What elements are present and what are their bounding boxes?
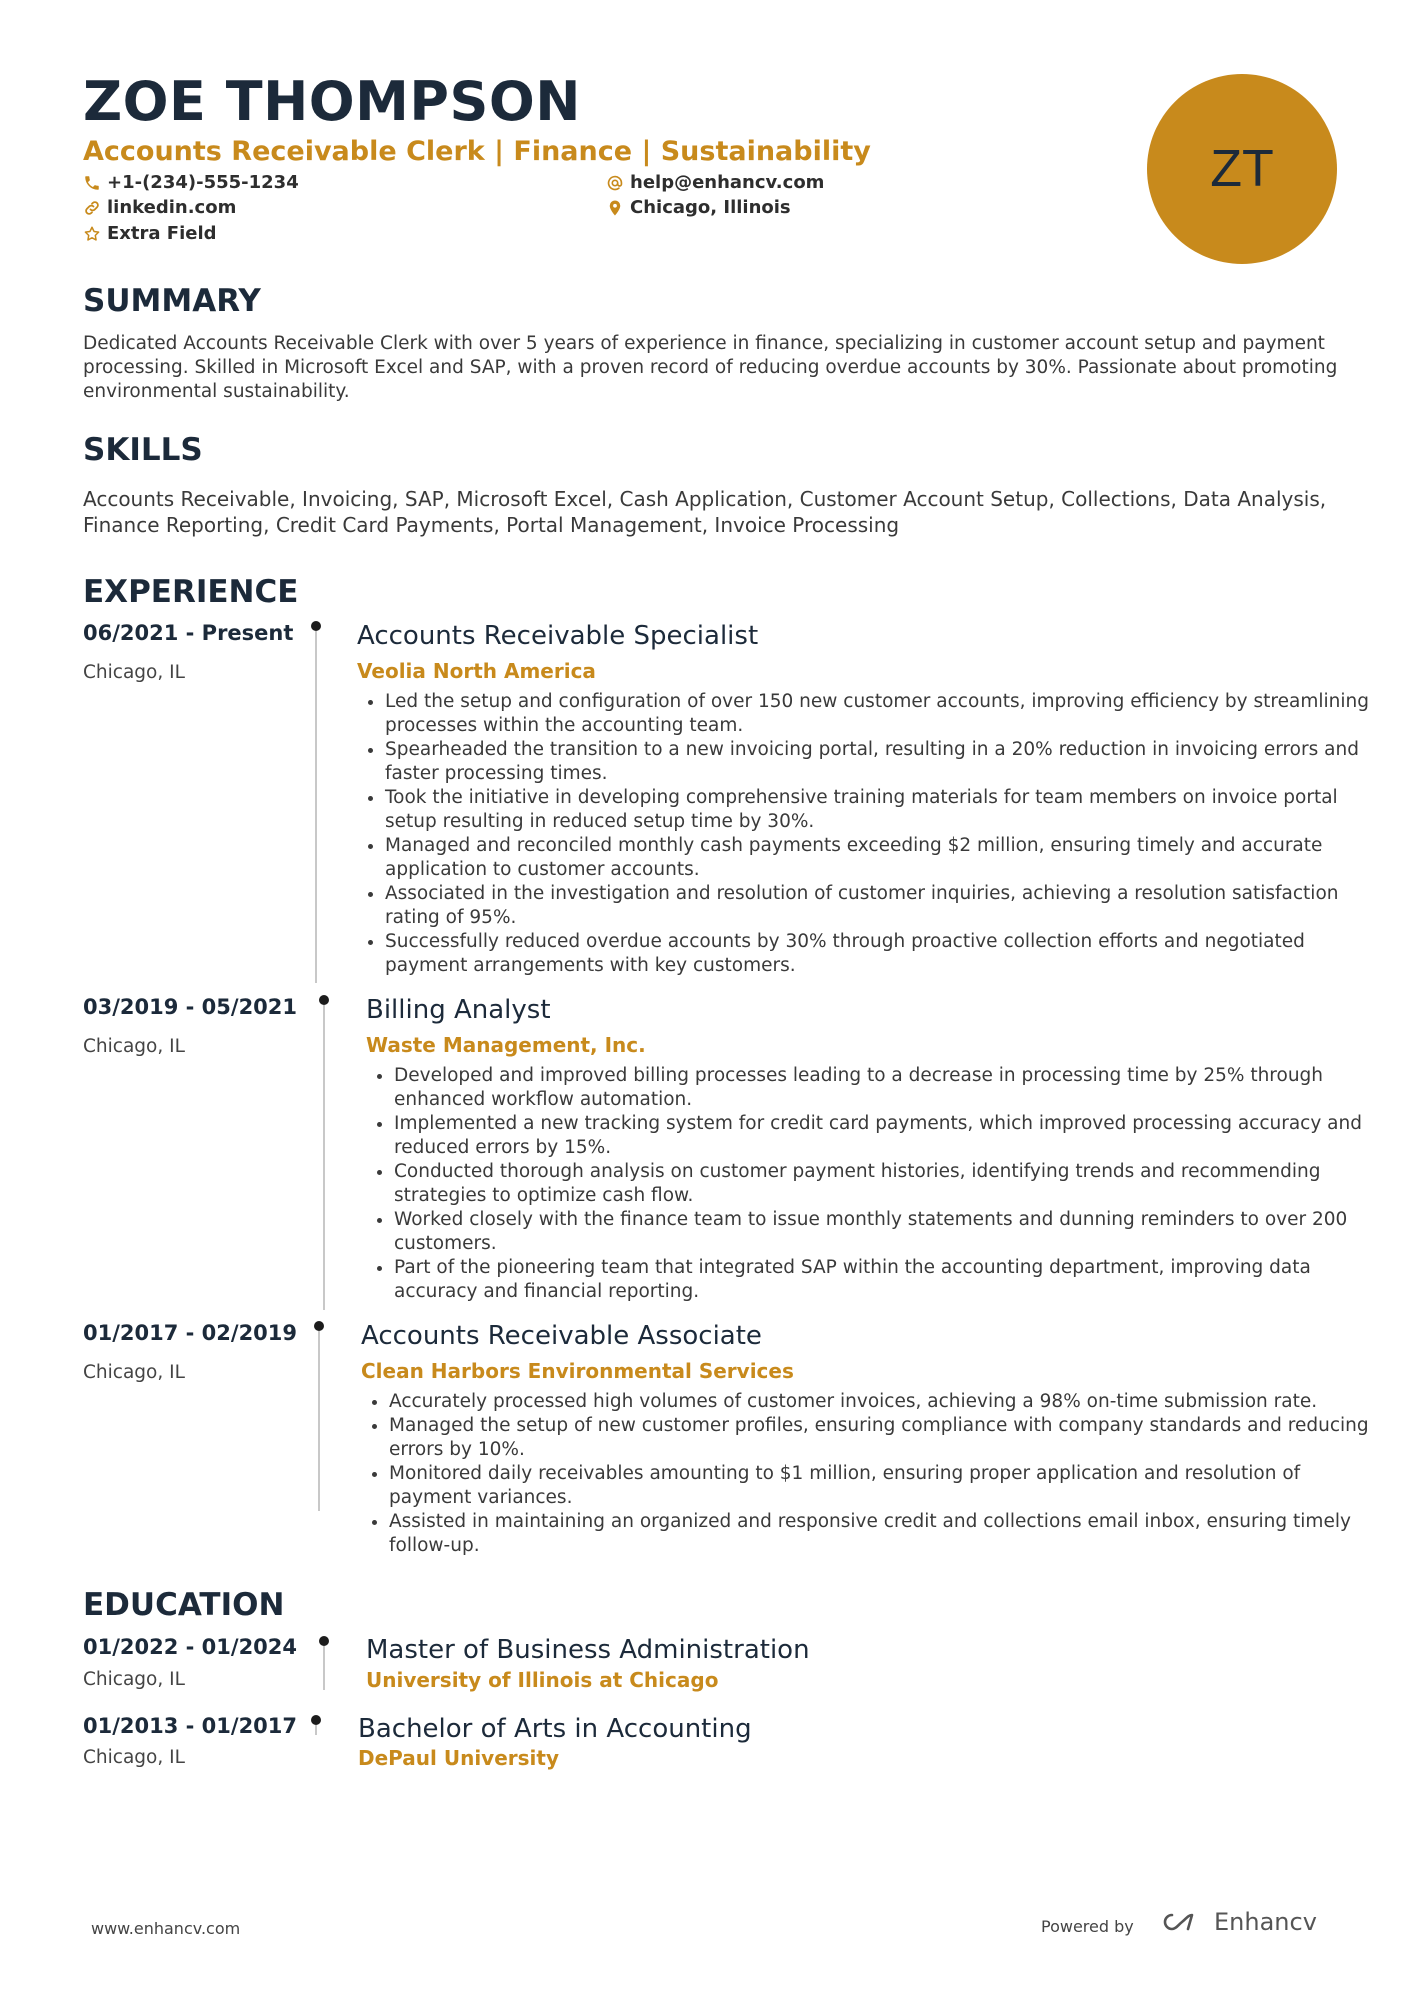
footer-brand[interactable] xyxy=(1158,1908,1317,1936)
candidate-name: ZOE THOMPSON xyxy=(83,70,581,133)
list-item: • Developed and improved billing processes leading to a decrease in processing time by 25% through enhanced workflow automation. xyxy=(394,1064,1369,1112)
extra-field-text: Extra Field xyxy=(107,223,217,244)
link-icon xyxy=(83,199,101,217)
degree-title: Master of Business Administration xyxy=(366,1635,810,1665)
timeline-dot xyxy=(314,1321,324,1331)
list-item: • Led the setup and configuration of over 150 new customer accounts, improving efficiency by streamlining processes within the accounting team. xyxy=(385,690,1370,738)
experience-heading: EXPERIENCE xyxy=(83,574,299,610)
list-item: • Monitored daily receivables amounting to $1 million, ensuring proper application and resolution of payment variances. xyxy=(389,1462,1369,1510)
star-icon xyxy=(83,225,101,243)
list-item: • Implemented a new tracking system for credit card payments, which improved processing accuracy and reduced errors by 15%. xyxy=(394,1112,1369,1160)
timeline-dot xyxy=(319,995,329,1005)
list-item: • Took the initiative in developing comprehensive training materials for team members on invoice portal setup resulting in reduced setup time by 30%. xyxy=(385,786,1370,834)
timeline-dot xyxy=(311,1715,321,1725)
contact-location xyxy=(606,197,791,219)
list-item: • Associated in the investigation and resolution of customer inquiries, achieving a resolution satisfaction rating of 95%. xyxy=(385,882,1370,930)
school-name: DePaul University xyxy=(358,1746,559,1770)
footer-powered-by: Powered by xyxy=(1041,1917,1134,1936)
job-title: Accounts Receivable Associate xyxy=(361,1321,762,1351)
contact-extra xyxy=(83,223,217,245)
timeline-dot xyxy=(311,621,321,631)
job-title: Accounts Receivable Specialist xyxy=(357,621,759,651)
location-text: Chicago, Illinois xyxy=(630,197,791,218)
contact-phone xyxy=(83,172,299,194)
email-text: help@enhancv.com xyxy=(630,172,825,193)
list-item: • Assisted in maintaining an organized and responsive credit and collections email inbox, ensuring timely follow-up. xyxy=(389,1510,1369,1558)
contact-linkedin[interactable] xyxy=(83,197,236,219)
linkedin-text: linkedin.com xyxy=(107,197,237,218)
list-item: • Accurately processed high volumes of customer invoices, achieving a 98% on-time submission rate. xyxy=(389,1390,1369,1414)
skills-heading: SKILLS xyxy=(83,432,203,468)
job-company: Waste Management, Inc. xyxy=(366,1033,646,1057)
at-icon xyxy=(606,174,624,192)
list-item: • Spearheaded the transition to a new invoicing portal, resulting in a 20% reduction in invoicing errors and faster processing times. xyxy=(385,738,1370,786)
list-item: • Successfully reduced overdue accounts by 30% through proactive collection efforts and negotiated payment arrangements with key customers. xyxy=(385,930,1370,978)
summary-heading: SUMMARY xyxy=(83,283,261,319)
timeline-line xyxy=(315,1725,317,1735)
job-bullets xyxy=(366,1064,1369,1304)
timeline-line xyxy=(318,1331,320,1511)
education-dates: 01/2013 - 01/2017 xyxy=(83,1714,298,1738)
education-heading: EDUCATION xyxy=(83,1587,285,1623)
timeline-line xyxy=(323,1646,325,1690)
job-company: Clean Harbors Environmental Services xyxy=(361,1359,794,1383)
candidate-headline: Accounts Receivable Clerk | Finance | Sustainability xyxy=(83,136,871,167)
job-dates: 01/2017 - 02/2019 xyxy=(83,1321,298,1345)
school-name: University of Illinois at Chicago xyxy=(366,1668,719,1692)
brand-text: Enhancv xyxy=(1214,1908,1317,1936)
phone-icon xyxy=(83,174,101,192)
job-location: Chicago, IL xyxy=(83,1362,185,1383)
timeline-line xyxy=(315,631,317,983)
job-bullets xyxy=(357,690,1370,978)
education-dates: 01/2022 - 01/2024 xyxy=(83,1635,298,1659)
job-title: Billing Analyst xyxy=(366,995,551,1025)
avatar: ZT xyxy=(1147,74,1337,264)
phone-text: +1-(234)-555-1234 xyxy=(107,172,299,193)
education-location: Chicago, IL xyxy=(83,1669,185,1690)
education-location: Chicago, IL xyxy=(83,1747,185,1768)
contact-email[interactable] xyxy=(606,172,824,194)
list-item: • Conducted thorough analysis on customer payment histories, identifying trends and recommending strategies to optimize cash flow. xyxy=(394,1160,1369,1208)
timeline-dot xyxy=(319,1636,329,1646)
job-dates: 03/2019 - 05/2021 xyxy=(83,995,298,1019)
enhancv-logo-icon xyxy=(1158,1909,1206,1935)
list-item: • Managed and reconciled monthly cash payments exceeding $2 million, ensuring timely and accurate application to customer accounts. xyxy=(385,834,1370,882)
location-pin-icon xyxy=(606,199,624,217)
job-location: Chicago, IL xyxy=(83,662,185,683)
job-company: Veolia North America xyxy=(357,659,596,683)
degree-title: Bachelor of Arts in Accounting xyxy=(358,1714,752,1744)
list-item: • Part of the pioneering team that integrated SAP within the accounting department, improving data accuracy and financial reporting. xyxy=(394,1256,1369,1304)
job-dates: 06/2021 - Present xyxy=(83,621,294,645)
skills-text: Accounts Receivable, Invoicing, SAP, Microsoft Excel, Cash Application, Customer Account Setup, Collections, Data Analysis, Finance Reporting, Credit Card Payments, Portal Management, Invoice Processing xyxy=(83,487,1327,537)
summary-text: Dedicated Accounts Receivable Clerk with over 5 years of experience in finance, specializing in customer account setup and payment processing. Skilled in Microsoft Excel and SAP, with a proven record of reducing overdue accounts by 30%. Passionate about promoting environmental sustainability. xyxy=(83,333,1338,402)
job-bullets xyxy=(361,1390,1369,1558)
list-item: • Managed the setup of new customer profiles, ensuring compliance with company standards and reducing errors by 10%. xyxy=(389,1414,1369,1462)
job-location: Chicago, IL xyxy=(83,1036,185,1057)
footer-website[interactable]: www.enhancv.com xyxy=(91,1919,241,1938)
list-item: • Worked closely with the finance team to issue monthly statements and dunning reminders to over 200 customers. xyxy=(394,1208,1369,1256)
timeline-line xyxy=(323,1005,325,1310)
